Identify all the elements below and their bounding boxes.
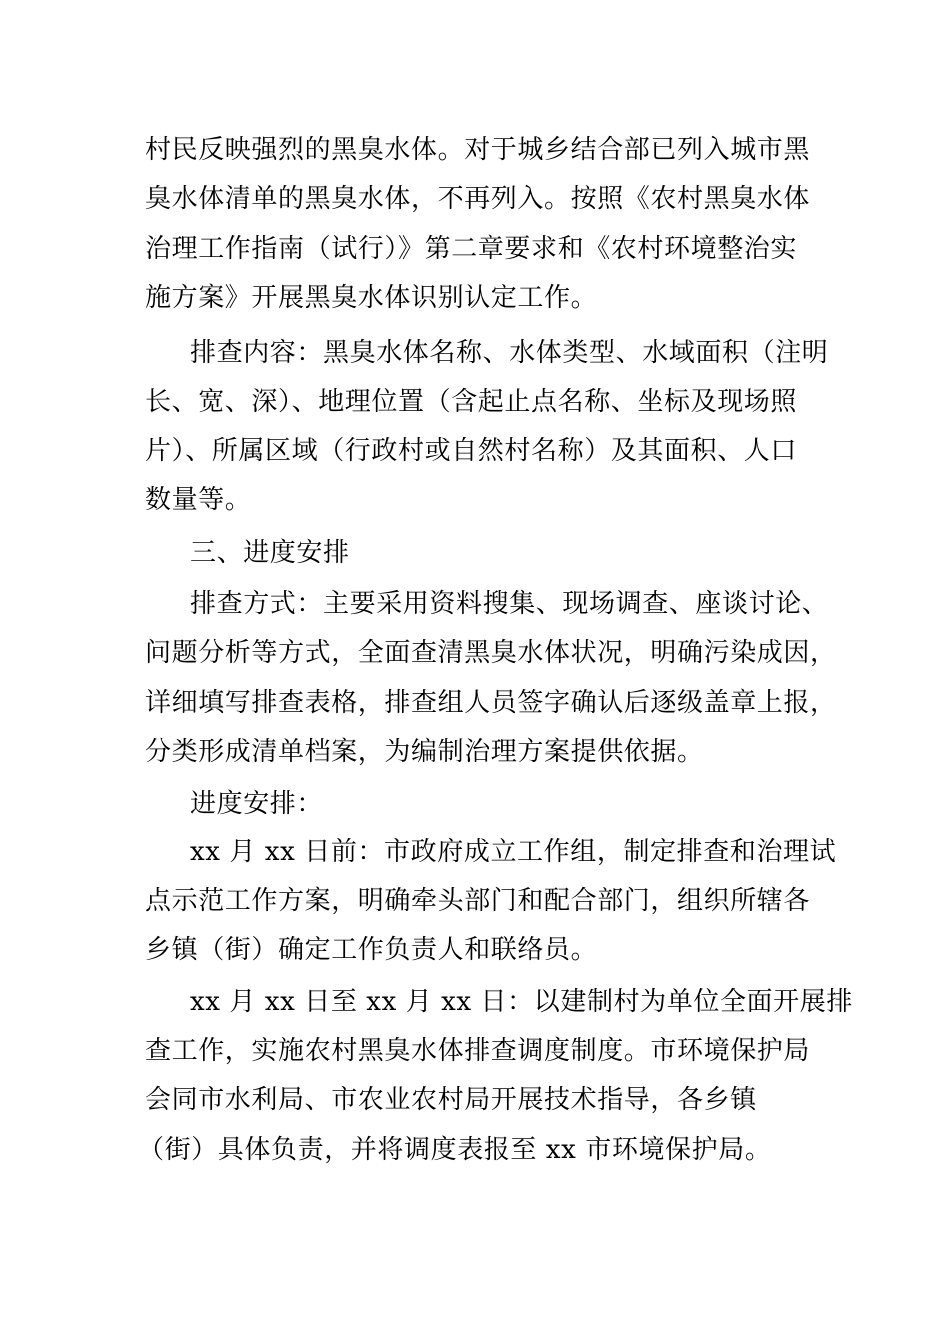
text-line: xx 月 xx 日至 xx 月 xx 日：以建制村为单位全面开展排: [190, 987, 853, 1017]
text-line: 会同市水利局、市农业农村局开展技术指导，各乡镇: [145, 1085, 757, 1115]
text-line: 排查方式：主要采用资料搜集、现场调查、座谈讨论、: [190, 589, 829, 619]
text-line: 乡镇（街）确定工作负责人和联络员。: [145, 935, 598, 965]
text-line: 片）、所属区域（行政村或自然村名称）及其面积、人口: [145, 436, 798, 466]
text-line: 施方案》开展黑臭水体识别认定工作。: [145, 283, 598, 313]
text-line: 进度安排：: [190, 789, 324, 819]
text-line: 分类形成清单档案，为编制治理方案提供依据。: [145, 737, 704, 767]
text-line: 排查内容：黑臭水体名称、水体类型、水域面积（注明: [190, 338, 829, 368]
text-line: 详细填写排查表格，排查组人员签字确认后逐级盖章上报，: [145, 688, 837, 718]
section-heading: 三、进度安排: [190, 538, 350, 568]
text-line: 治理工作指南（试行）》第二章要求和《农村环境整治实: [145, 234, 798, 264]
text-line: 长、宽、深）、地理位置（含起止点名称、坐标及现场照: [145, 387, 798, 417]
text-line: 问题分析等方式，全面查清黑臭水体状况，明确污染成因，: [145, 638, 837, 668]
text-line: 点示范工作方案，明确牵头部门和配合部门，组织所辖各: [145, 886, 811, 916]
text-line: 数量等。: [145, 485, 252, 515]
text-line: xx 月 xx 日前：市政府成立工作组，制定排查和治理试: [190, 837, 837, 867]
text-line: 臭水体清单的黑臭水体，不再列入。按照《农村黑臭水体: [145, 184, 811, 214]
text-line: （街）具体负责，并将调度表报至 xx 市环境保护局。: [138, 1135, 772, 1165]
text-line: 村民反映强烈的黑臭水体。对于城乡结合部已列入城市黑: [145, 135, 811, 165]
text-line: 查工作，实施农村黑臭水体排查调度制度。市环境保护局: [145, 1036, 811, 1066]
